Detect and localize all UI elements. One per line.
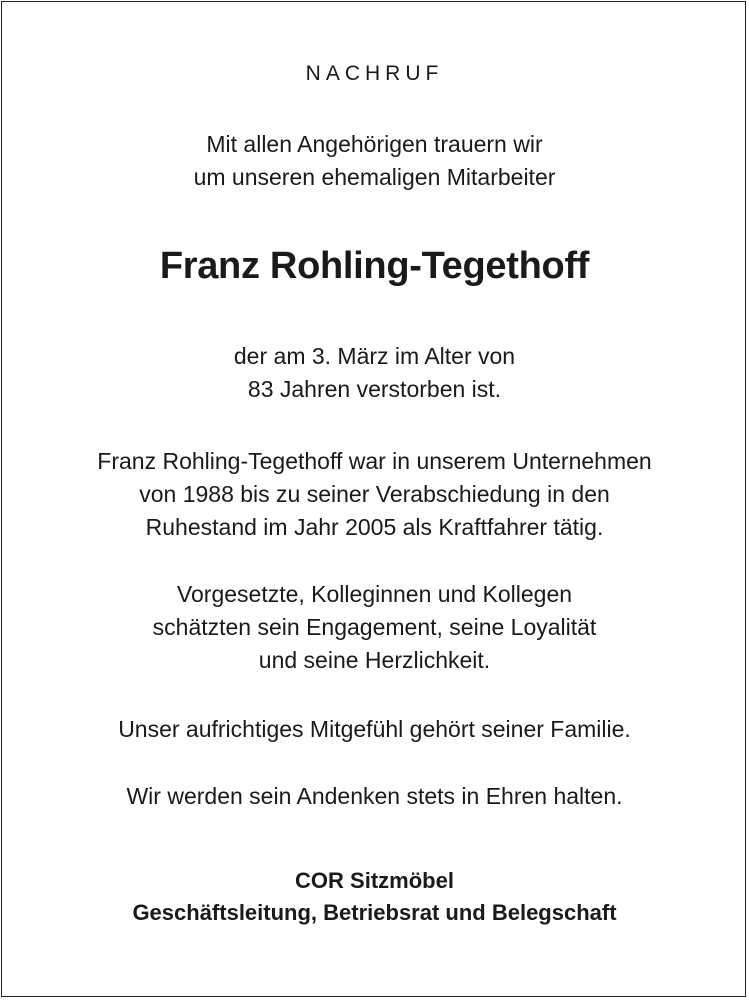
career-line-3: Ruhestand im Jahr 2005 als Kraftfahrer tätig.	[145, 514, 604, 540]
condolence-text: Unser aufrichtiges Mitgefühl gehört seiner Familie.	[118, 716, 631, 742]
death-info-line-2: 83 Jahren verstorben ist.	[247, 376, 502, 402]
intro-line-2: um unseren ehemaligen Mitarbeiter	[193, 164, 556, 190]
deceased-name-text: Franz Rohling-Tegethoff	[159, 245, 590, 287]
signature-groups: Geschäftsleitung, Betriebsrat und Belegschaft	[132, 900, 617, 925]
appreciation-line-2: schätzten sein Engagement, seine Loyalität	[152, 614, 597, 640]
intro-line-1: Mit allen Angehörigen trauern wir	[206, 131, 543, 157]
appreciation-paragraph	[0, 578, 749, 677]
appreciation-line-1: Vorgesetzte, Kolleginnen und Kollegen	[176, 581, 573, 607]
condolence-paragraph	[0, 713, 749, 746]
remembrance-paragraph	[0, 780, 749, 813]
signature-block	[0, 865, 749, 929]
notice-heading	[0, 60, 749, 88]
career-line-1: Franz Rohling-Tegethoff war in unserem Unternehmen	[97, 448, 652, 474]
appreciation-line-3: und seine Herzlichkeit.	[258, 647, 491, 673]
signature-company: COR Sitzmöbel	[295, 868, 454, 893]
deceased-name	[0, 240, 749, 292]
death-info-paragraph	[0, 340, 749, 406]
remembrance-text: Wir werden sein Andenken stets in Ehren halten.	[126, 783, 623, 809]
heading-text: NACHRUF	[305, 62, 444, 85]
death-info-line-1: der am 3. März im Alter von	[233, 343, 516, 369]
intro-paragraph	[0, 128, 749, 194]
career-line-2: von 1988 bis zu seiner Verabschiedung in den	[139, 481, 610, 507]
career-paragraph	[0, 445, 749, 544]
